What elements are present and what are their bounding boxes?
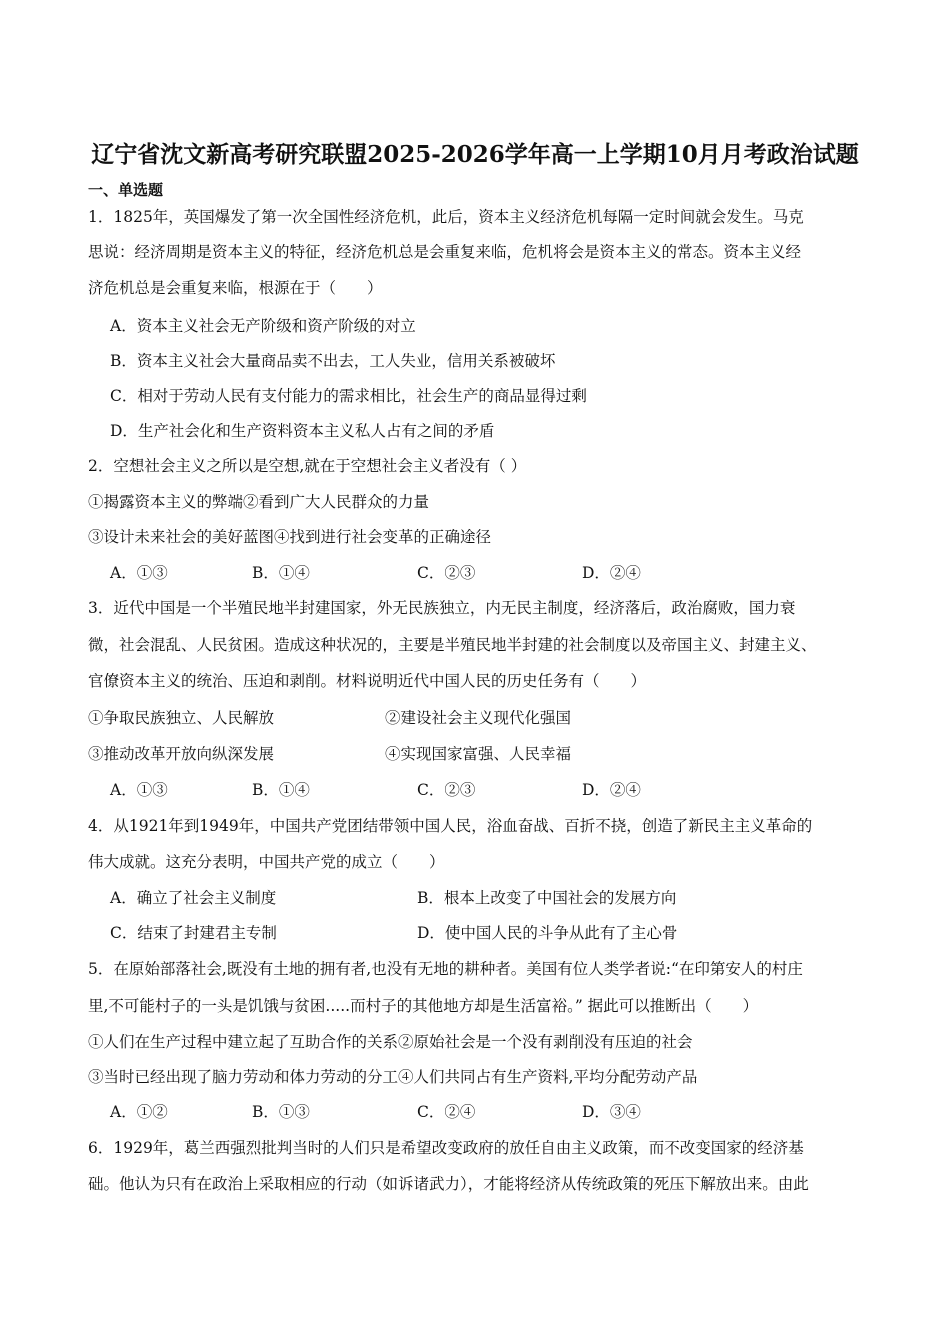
q3-option-b: B．①④ — [252, 781, 310, 799]
q4-option-c: C．结束了封建君主专制 — [110, 924, 277, 942]
q3-item-3: ③推动改革开放向纵深发展 — [88, 745, 275, 763]
q3-option-a: A．①③ — [110, 781, 168, 799]
q5-option-d: D．③④ — [582, 1103, 641, 1121]
q5-option-a: A．①② — [110, 1103, 168, 1121]
q6-line-1: 6．1929年，葛兰西强烈批判当时的人们只是希望改变政府的放任自由主义政策，而不改变国家的经济基 — [88, 1139, 804, 1157]
q2-line-1: 2．空想社会主义之所以是空想,就在于空想社会主义者没有（ ） — [88, 457, 527, 475]
q3-line-2: 微，社会混乱、人民贫困。造成这种状况的，主要是半殖民地半封建的社会制度以及帝国主义、封建主义、 — [88, 636, 817, 654]
q6-line-2: 础。他认为只有在政治上采取相应的行动（如诉诸武力），才能将经济从传统政策的死压下解放出来。由此 — [88, 1175, 809, 1193]
q4-option-a: A．确立了社会主义制度 — [110, 889, 277, 907]
q2-line-3: ③设计未来社会的美好蓝图④找到进行社会变革的正确途径 — [88, 528, 492, 546]
q4-option-d: D．使中国人民的斗争从此有了主心骨 — [417, 924, 678, 942]
q3-item-4: ④实现国家富强、人民幸福 — [385, 745, 572, 763]
q5-line-3: ①人们在生产过程中建立起了互助合作的关系②原始社会是一个没有剥削没有压迫的社会 — [88, 1033, 693, 1051]
q1-option-c: C．相对于劳动人民有支付能力的需求相比，社会生产的商品显得过剩 — [110, 387, 587, 405]
q2-option-d: D．②④ — [582, 564, 641, 582]
q3-option-d: D．②④ — [582, 781, 641, 799]
q1-option-d: D．生产社会化和生产资料资本主义私人占有之间的矛盾 — [110, 422, 495, 440]
q4-line-2: 伟大成就。这充分表明，中国共产党的成立（ ） — [88, 853, 445, 871]
q5-line-4: ③当时已经出现了脑力劳动和体力劳动的分工④人们共同占有生产资料,平均分配劳动产品 — [88, 1068, 698, 1086]
q4-line-1: 4．从1921年到1949年，中国共产党团结带领中国人民，浴血奋战、百折不挠，创造了新民主主义革命的 — [88, 817, 813, 835]
q1-line-2: 思说：经济周期是资本主义的特征，经济危机总是会重复来临，危机将会是资本主义的常态。资本主义经 — [88, 243, 802, 261]
q3-item-1: ①争取民族独立、人民解放 — [88, 709, 275, 727]
q1-option-a: A．资本主义社会无产阶级和资产阶级的对立 — [110, 317, 416, 335]
q3-line-3: 官僚资本主义的统治、压迫和剥削。材料说明近代中国人民的历史任务有（ ） — [88, 672, 647, 690]
page-title: 辽宁省沈文新高考研究联盟2025-2026学年高一上学期10月月考政治试题 — [91, 141, 859, 168]
q2-option-c: C．②③ — [417, 564, 476, 582]
q2-option-b: B．①④ — [252, 564, 310, 582]
q1-option-b: B．资本主义社会大量商品卖不出去，工人失业，信用关系被破坏 — [110, 352, 556, 370]
q5-option-b: B．①③ — [252, 1103, 310, 1121]
q1-line-1: 1．1825年，英国爆发了第一次全国性经济危机，此后，资本主义经济危机每隔一定时间就会发生。马克 — [88, 208, 804, 226]
q3-item-2: ②建设社会主义现代化强国 — [385, 709, 572, 727]
q3-line-1: 3．近代中国是一个半殖民地半封建国家，外无民族独立，内无民主制度，经济落后，政治腐败，国力衰 — [88, 599, 796, 617]
q2-line-2: ①揭露资本主义的弊端②看到广大人民群众的力量 — [88, 493, 430, 511]
q5-line-1: 5．在原始部落社会,既没有土地的拥有者,也没有无地的耕种者。美国有位人类学者说:“在印第安人的村庄 — [88, 960, 803, 978]
q2-option-a: A．①③ — [110, 564, 168, 582]
q1-line-3: 济危机总是会重复来临，根源在于（ ） — [88, 279, 383, 297]
q3-option-c: C．②③ — [417, 781, 476, 799]
q4-option-b: B．根本上改变了中国社会的发展方向 — [417, 889, 677, 907]
q5-line-2: 里,不可能村子的一头是饥饿与贫困.....而村子的其他地方却是生活富裕。” 据此可以推断出（ ） — [88, 997, 759, 1015]
section-heading: 一、单选题 — [88, 181, 164, 199]
q5-option-c: C．②④ — [417, 1103, 476, 1121]
